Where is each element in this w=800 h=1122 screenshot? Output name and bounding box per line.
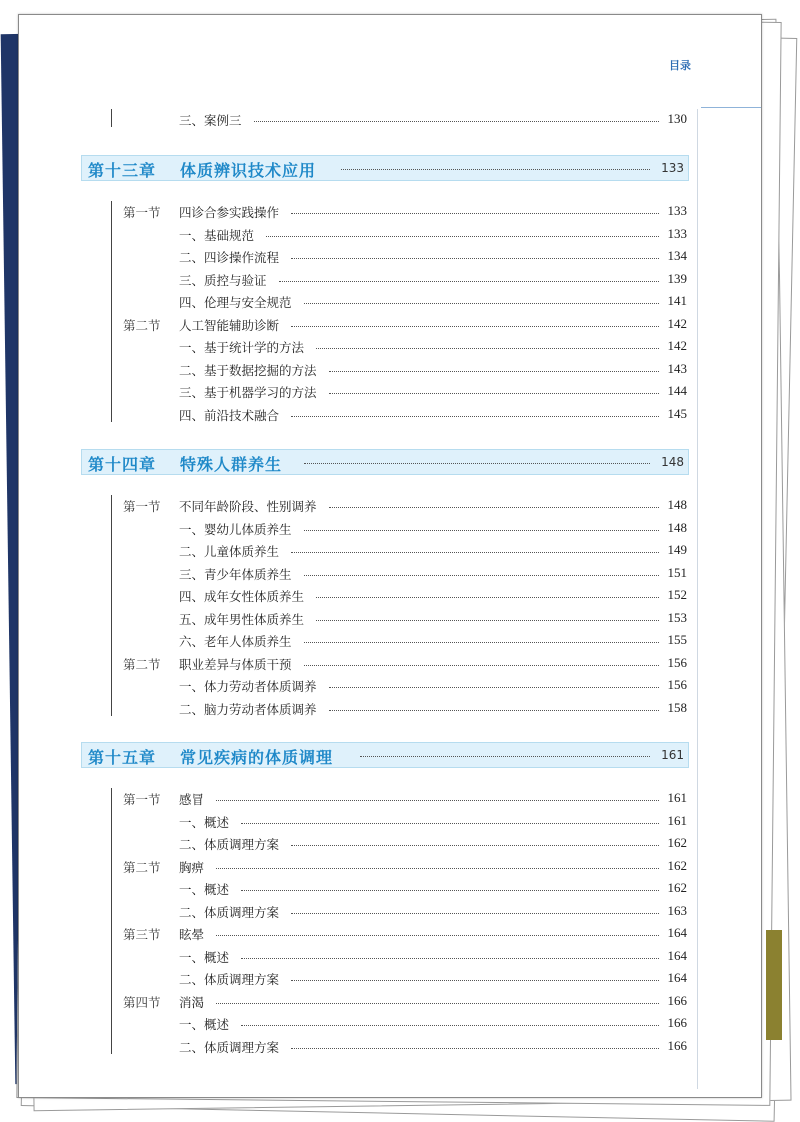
- page-number: 144: [667, 383, 687, 398]
- entry-label: 二、四诊操作流程: [179, 250, 280, 265]
- toc-entry-row[interactable]: [19, 946, 699, 966]
- page-number: 134: [667, 248, 687, 263]
- leader-dots: [291, 326, 659, 327]
- entry-label: 二、儿童体质养生: [179, 544, 280, 559]
- leader-dots: [241, 958, 659, 959]
- entry-label: 一、概述: [179, 1017, 230, 1032]
- leader-dots: [291, 980, 659, 981]
- page-number: 142: [667, 315, 687, 331]
- leader-dots: [291, 1048, 659, 1049]
- toc-section-row[interactable]: [19, 856, 699, 876]
- page-number: 139: [667, 270, 687, 286]
- toc-entry-row[interactable]: [19, 698, 699, 718]
- leader-dots: [329, 371, 659, 372]
- header-rule: [701, 107, 761, 108]
- page-number: 162: [667, 857, 687, 873]
- leader-dots: [304, 530, 659, 531]
- toc-entry-row[interactable]: [19, 608, 699, 628]
- leader-dots: [304, 463, 650, 464]
- leader-dots: [304, 575, 659, 576]
- toc-section-row[interactable]: [19, 201, 699, 221]
- entry-label: 四、前沿技术融合: [179, 407, 280, 423]
- toc-entry-row[interactable]: [19, 630, 699, 650]
- entry-label: 眩晕: [179, 927, 205, 942]
- leader-dots: [329, 687, 659, 688]
- page-number: 164: [667, 970, 687, 985]
- leader-dots: [329, 393, 659, 394]
- page-number: 166: [667, 1037, 687, 1053]
- toc-entry-row[interactable]: [19, 404, 699, 424]
- entry-label: 消渴: [179, 994, 205, 1010]
- leader-dots: [291, 416, 659, 417]
- page-number: 143: [667, 360, 687, 376]
- entry-label: 二、基于数据挖掘的方法: [179, 362, 317, 378]
- page-number: 148: [661, 455, 684, 469]
- leader-dots: [291, 258, 659, 259]
- page-number: 156: [667, 654, 687, 670]
- leader-dots: [291, 552, 659, 553]
- leader-dots: [291, 213, 659, 214]
- section-number: 第四节: [123, 994, 161, 1010]
- entry-label: 二、体质调理方案: [179, 972, 280, 987]
- entry-label: 三、案例三: [179, 113, 242, 128]
- entry-label: 四、伦理与安全规范: [179, 295, 292, 310]
- leader-dots: [216, 935, 659, 936]
- leader-dots: [241, 823, 659, 824]
- toc-entry-row[interactable]: [19, 359, 699, 379]
- leader-dots: [316, 348, 659, 349]
- page-number: 141: [667, 293, 687, 308]
- leader-dots: [241, 1025, 659, 1026]
- entry-label: 一、基于统计学的方法: [179, 340, 305, 355]
- toc-entry-row[interactable]: [19, 518, 699, 538]
- section-number: 第一节: [123, 205, 161, 220]
- chapter-title: 体质辨识技术应用: [180, 161, 317, 180]
- entry-label: 四、成年女性体质养生: [179, 589, 305, 604]
- entry-label: 一、概述: [179, 882, 230, 897]
- toc-entry-row[interactable]: [19, 269, 699, 289]
- toc-entry-row[interactable]: [19, 901, 699, 921]
- toc-section-row[interactable]: [19, 923, 699, 943]
- section-number: 第三节: [123, 927, 161, 942]
- entry-label: 六、老年人体质养生: [179, 634, 292, 649]
- page-number: 133: [667, 203, 687, 218]
- toc-entry-row[interactable]: [19, 833, 699, 853]
- page-number: 153: [667, 609, 687, 625]
- entry-label: 一、体力劳动者体质调养: [179, 679, 317, 694]
- chapter-title: 特殊人群养生: [180, 455, 283, 474]
- section-number: 第二节: [123, 859, 161, 875]
- toc-entry-row[interactable]: [19, 291, 699, 311]
- entry-label: 一、概述: [179, 814, 230, 830]
- page-number: 156: [667, 677, 687, 692]
- toc-entry-row[interactable]: [19, 675, 699, 695]
- toc-page: [18, 14, 762, 1098]
- leader-dots: [329, 507, 659, 508]
- section-number: 第二节: [123, 656, 161, 672]
- chapter-title: 常见疾病的体质调理: [180, 748, 334, 767]
- toc-section-row[interactable]: [19, 495, 699, 515]
- page-number: 161: [661, 748, 684, 762]
- chapter-number: 第十四章: [88, 455, 157, 474]
- entry-label: 人工智能辅助诊断: [179, 317, 280, 333]
- leader-dots: [316, 597, 659, 598]
- page-number: 158: [667, 699, 687, 715]
- page-number: 151: [667, 564, 687, 580]
- leader-dots: [266, 236, 659, 237]
- entry-label: 二、脑力劳动者体质调养: [179, 701, 317, 717]
- toc-entry-row[interactable]: [19, 878, 699, 898]
- page-number: 130: [667, 111, 687, 126]
- toc-entry-row[interactable]: [19, 1036, 699, 1056]
- toc-entry-row[interactable]: [19, 336, 699, 356]
- toc-entry-row[interactable]: [19, 585, 699, 605]
- toc-entry-row[interactable]: [19, 1013, 699, 1033]
- page-number: 155: [667, 632, 687, 647]
- leader-dots: [279, 281, 659, 282]
- toc-entry-row[interactable]: [19, 540, 699, 560]
- entry-label: 一、概述: [179, 949, 230, 965]
- entry-label: 四诊合参实践操作: [179, 205, 280, 220]
- toc-section-row[interactable]: [19, 314, 699, 334]
- leader-dots: [216, 800, 659, 801]
- page-number: 163: [667, 902, 687, 918]
- chapter-number: 第十三章: [88, 161, 157, 180]
- section-number: 第一节: [123, 792, 161, 807]
- entry-label: 职业差异与体质干预: [179, 656, 292, 672]
- toc-entry-row[interactable]: [19, 968, 699, 988]
- leader-dots: [329, 710, 659, 711]
- chapter-heading[interactable]: [81, 449, 689, 475]
- toc-entry-row[interactable]: [19, 811, 699, 831]
- page-number: 149: [667, 542, 687, 557]
- chapter-heading[interactable]: [81, 155, 689, 181]
- toc-entry-row[interactable]: [19, 246, 699, 266]
- entry-label: 感冒: [179, 792, 205, 807]
- page-number: 162: [667, 880, 687, 895]
- page-number: 162: [667, 835, 687, 850]
- page-number: 161: [667, 812, 687, 828]
- leader-dots: [254, 121, 659, 122]
- page-number: 166: [667, 1015, 687, 1030]
- page-number: 133: [661, 161, 684, 175]
- leader-dots: [341, 169, 650, 170]
- leader-dots: [216, 1003, 659, 1004]
- leader-dots: [304, 303, 659, 304]
- page-number: 166: [667, 992, 687, 1008]
- toc-section-row[interactable]: [19, 653, 699, 673]
- leader-dots: [360, 756, 650, 757]
- page-number: 164: [667, 925, 687, 940]
- leader-dots: [304, 665, 659, 666]
- page-number: 145: [667, 405, 687, 421]
- entry-label: 二、体质调理方案: [179, 837, 280, 852]
- page-number: 164: [667, 947, 687, 963]
- toc-entry-row[interactable]: [19, 563, 699, 583]
- leader-dots: [216, 868, 659, 869]
- entry-label: 一、婴幼儿体质养生: [179, 521, 292, 537]
- toc-entry-row[interactable]: [19, 381, 699, 401]
- entry-label: 五、成年男性体质养生: [179, 611, 305, 627]
- page-number: 152: [667, 587, 687, 602]
- leader-dots: [241, 890, 659, 891]
- running-header: 目录: [669, 59, 691, 72]
- section-number: 第二节: [123, 317, 161, 333]
- page-number: 161: [667, 790, 687, 805]
- entry-label: 一、基础规范: [179, 227, 255, 243]
- entry-label: 不同年龄阶段、性别调养: [179, 499, 317, 514]
- entry-label: 三、基于机器学习的方法: [179, 385, 317, 400]
- entry-label: 二、体质调理方案: [179, 904, 280, 920]
- section-number: 第一节: [123, 499, 161, 514]
- entry-label: 三、青少年体质养生: [179, 566, 292, 582]
- entry-label: 二、体质调理方案: [179, 1039, 280, 1055]
- page-number: 142: [667, 338, 687, 353]
- leader-dots: [316, 620, 659, 621]
- toc-entry-row[interactable]: [19, 224, 699, 244]
- toc-section-row[interactable]: [19, 788, 699, 808]
- entry-label: 三、质控与验证: [179, 272, 267, 288]
- toc-section-row[interactable]: [19, 991, 699, 1011]
- leader-dots: [304, 642, 659, 643]
- page-number: 133: [667, 225, 687, 241]
- page-number: 148: [667, 519, 687, 535]
- entry-label: 胸痹: [179, 859, 205, 875]
- page-number: 148: [667, 497, 687, 512]
- cover-edge-decoration: [766, 930, 782, 1040]
- leader-dots: [291, 913, 659, 914]
- chapter-heading[interactable]: [81, 742, 689, 768]
- leader-dots: [291, 845, 659, 846]
- chapter-number: 第十五章: [88, 748, 157, 767]
- toc-entry-row[interactable]: [19, 109, 699, 129]
